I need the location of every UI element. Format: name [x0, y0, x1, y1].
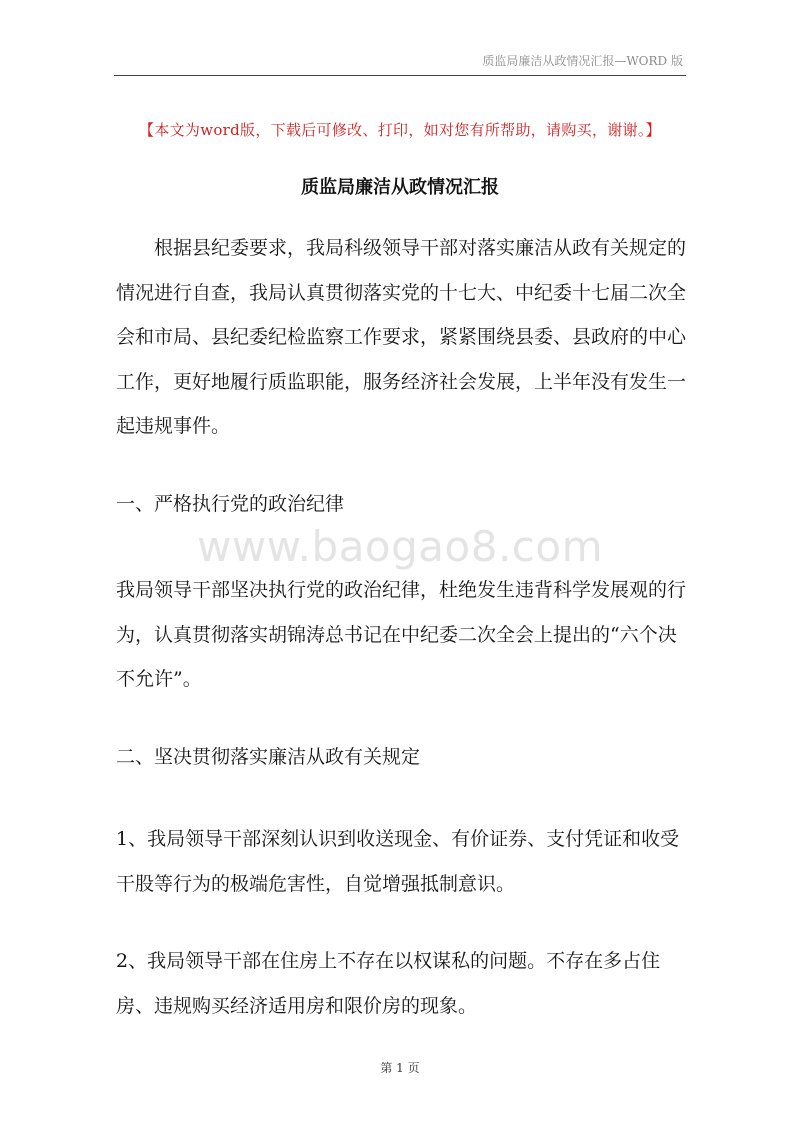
running-header: 质监局廉洁从政情况汇报—WORD 版	[482, 54, 683, 68]
page-number: 第 1 页	[380, 1061, 420, 1075]
section-1-paragraph: 我局领导干部坚决执行党的政治纪律，杜绝发生违背科学发展观的行为，认真贯彻落实胡锦涛总书记在中纪委二次全会上提出的“六个决不允许”。	[116, 579, 687, 690]
header-rule	[114, 75, 686, 76]
watermark: www.baogao8.com	[196, 522, 603, 571]
intro-paragraph: 根据县纪委要求，我局科级领导干部对落实廉洁从政有关规定的情况进行自查，我局认真贯彻落实党的十七大、中纪委十七届二次全会和市局、县纪委纪检监察工作要求，紧紧围绕县委、县政府的中心工作，更好地履行质监职能，服务经济社会发展，上半年没有发生一起违规事件。	[116, 237, 687, 437]
list-item-2: 2、我局领导干部在住房上不存在以权谋私的问题。不存在多占住房、违规购买经济适用房和限价房的现象。	[116, 950, 661, 1017]
document-title: 质监局廉洁从政情况汇报	[301, 177, 499, 198]
section-heading-2: 二、坚决贯彻落实廉洁从政有关规定	[116, 746, 421, 768]
list-item-1: 1、我局领导干部深刻认识到收送现金、有价证券、支付凭证和收受干股等行为的极端危害性，自觉增强抵制意识。	[116, 828, 680, 895]
section-heading-1: 一、严格执行党的政治纪律	[116, 493, 345, 515]
download-notice: 【本文为word版，下载后可修改、打印，如对您有所帮助，请购买，谢谢。】	[139, 121, 661, 139]
